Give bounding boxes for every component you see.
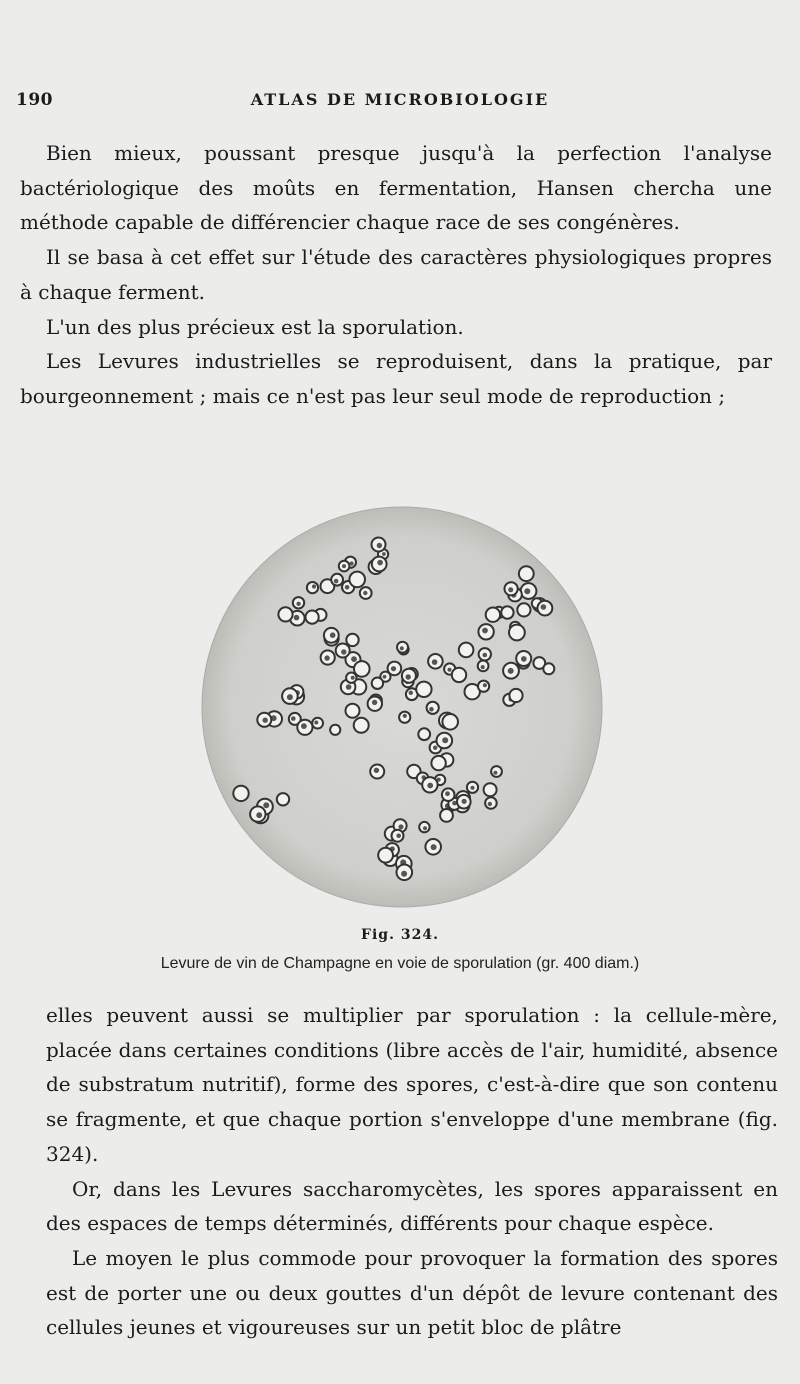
spore	[391, 666, 396, 671]
spore	[334, 579, 339, 584]
spore	[256, 812, 262, 818]
yeast-cell	[459, 643, 474, 658]
spore	[345, 585, 350, 590]
spore	[483, 653, 488, 658]
yeast-cell	[517, 603, 530, 616]
spore	[296, 602, 300, 606]
spore	[409, 691, 413, 695]
spore	[481, 665, 485, 669]
yeast-cell	[543, 663, 554, 674]
spore	[382, 552, 386, 556]
yeast-cell	[278, 607, 292, 621]
spore	[403, 714, 407, 718]
yeast-cell	[418, 728, 430, 740]
paragraph: Le moyen le plus commode pour provoquer la formation des spores est de porter une ou deux gouttes d'un dépôt de levure contenant des cellules jeunes et vigoureuses sur un petit bloc de plâtre	[46, 1245, 778, 1340]
spore	[432, 659, 438, 665]
page-header	[0, 90, 800, 118]
spore	[433, 746, 437, 750]
spore	[346, 684, 352, 690]
page-number: 190	[16, 90, 53, 110]
spore	[324, 655, 329, 660]
spore	[312, 584, 316, 588]
spore	[445, 791, 450, 796]
paragraph: L'un des plus précieux est la sporulation.	[46, 314, 464, 339]
spore	[483, 683, 487, 687]
yeast-micrograph	[200, 505, 604, 909]
spore	[488, 802, 492, 806]
spore	[470, 786, 474, 790]
figure-324	[0, 505, 800, 975]
body-text-before-figure	[20, 136, 772, 414]
paragraph: elles peuvent aussi se multiplier par sporulation : la cellule-mère, placée dans certaines conditions (libre accès de l'air, humidité, absence de substratum nutritif), forme des spores, c'est-à-dire que son contenu se fragmente, et que chaque portion s'enveloppe d'une membrane (fig. 324).	[46, 1003, 778, 1166]
paragraph: Bien mieux, poussant presque jusqu'à la perfection l'analyse bactériologique des moûts en fermentation, Hansen chercha une méthode capable de différencier chaque race de ses congénères.	[20, 141, 772, 235]
spore	[541, 604, 547, 610]
spore	[423, 826, 427, 830]
yeast-cell	[509, 625, 525, 641]
paragraph: Or, dans les Levures saccharomycètes, les spores apparaissent en des espaces de temps déterminés, différents pour chaque espèce.	[46, 1176, 778, 1236]
spore	[400, 646, 404, 650]
spore	[508, 587, 513, 592]
spore	[374, 768, 379, 773]
spore	[508, 668, 514, 674]
yeast-cell	[354, 718, 369, 733]
yeast-cell	[354, 661, 370, 677]
yeast-cell	[233, 786, 248, 801]
figure-label: Fig. 324.	[361, 927, 439, 943]
spore	[341, 649, 346, 654]
yeast-cell	[519, 566, 534, 581]
spore	[263, 802, 269, 808]
spore	[363, 591, 367, 595]
yeast-cell	[486, 608, 500, 622]
yeast-cell	[346, 704, 360, 718]
spore	[263, 718, 268, 723]
spore	[521, 656, 527, 662]
yeast-cell	[306, 611, 319, 624]
yeast-cell	[277, 793, 289, 805]
spore	[287, 694, 293, 700]
yeast-cell	[452, 668, 466, 682]
figure-caption: Levure de vin de Champagne en voie de sporulation (gr. 400 diam.)	[160, 955, 640, 972]
body-text-after-figure	[46, 998, 778, 1345]
spore	[330, 632, 336, 638]
yeast-cell	[431, 756, 445, 770]
yeast-cell	[501, 606, 513, 618]
spore	[351, 676, 355, 680]
yeast-cell	[378, 848, 393, 863]
yeast-cell	[484, 783, 497, 796]
spore	[372, 700, 377, 705]
yeast-cell	[416, 682, 431, 697]
yeast-cell	[440, 809, 453, 822]
spore	[442, 737, 448, 743]
spore	[291, 716, 296, 721]
spore	[342, 564, 346, 568]
spore	[524, 588, 530, 594]
yeast-cell	[330, 725, 340, 735]
spore	[377, 543, 382, 548]
spore	[447, 668, 451, 672]
spore	[396, 834, 401, 839]
spore	[431, 844, 437, 850]
paragraph: Les Levures industrielles se reproduisent, dans la pratique, par bourgeonnement ; mais ce n'est pas leur seul mode de reproduction ;	[20, 349, 772, 408]
paragraph: Il se basa à cet effet sur l'étude des caractères physiologiques propres à chaque ferment.	[20, 245, 772, 304]
spore	[351, 656, 357, 662]
spore	[401, 871, 407, 877]
yeast-cell	[372, 678, 383, 689]
spore	[301, 723, 307, 729]
yeast-cell	[349, 572, 365, 588]
spore	[482, 628, 488, 634]
yeast-cell	[442, 714, 458, 730]
spore	[493, 771, 497, 775]
yeast-cell	[509, 689, 522, 702]
spore	[314, 721, 318, 725]
spore	[427, 783, 433, 789]
spore	[429, 707, 434, 712]
running-title: ATLAS DE MICROBIOLOGIE	[250, 90, 550, 109]
spore	[377, 560, 383, 566]
spore	[399, 824, 404, 829]
yeast-cell	[346, 634, 358, 646]
spore	[406, 674, 411, 679]
spore	[462, 799, 467, 804]
spore	[294, 615, 300, 621]
spore	[383, 675, 387, 679]
